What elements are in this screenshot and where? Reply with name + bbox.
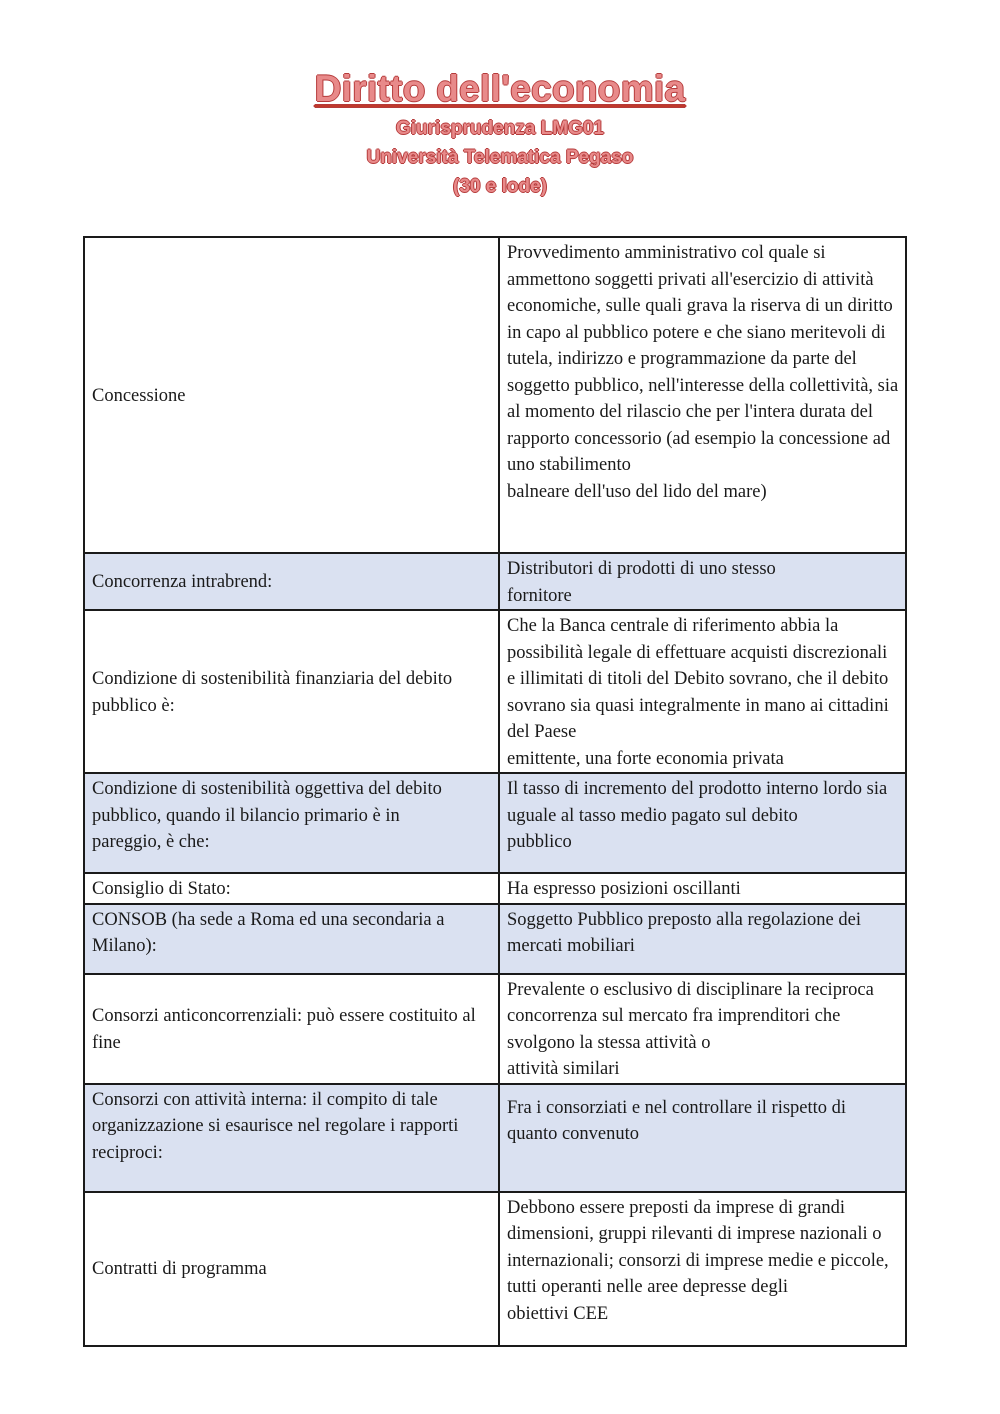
table-row [84,1084,906,1192]
definition-cell: Fra i consorziati e nel controllare il rispetto di quanto convenuto [499,1084,906,1192]
definition-cell: Prevalente o esclusivo di disciplinare la reciproca concorrenza sul mercato fra imprenditori che svolgono la stessa attività o attività similari [499,974,906,1084]
definition-cell: Distributori di prodotti di uno stesso fornitore [499,553,906,610]
definition-cell: Che la Banca centrale di riferimento abbia la possibilità legale di effettuare acquisti discrezionali e illimitati di titoli del Debito sovrano, che il debito sovrano sia quasi integralmente in mano ai cittadini del Paese emittente, una forte economia privata [499,610,906,773]
table-row [84,904,906,974]
term-cell: Concorrenza intrabrend: [84,553,499,610]
table-row [84,773,906,873]
table-row [84,1192,906,1346]
table-row [84,553,906,610]
term-cell: Consiglio di Stato: [84,873,499,904]
term-cell: Consorzi con attività interna: il compito di tale organizzazione si esaurisce nel regolare i rapporti reciproci: [84,1084,499,1192]
table-row [84,974,906,1084]
term-cell: CONSOB (ha sede a Roma ed una secondaria a Milano): [84,904,499,974]
term-cell: Concessione [84,237,499,553]
document-title: Diritto dell'economia [314,68,686,109]
glossary-table [83,236,907,1347]
term-cell: Consorzi anticoncorrenziali: può essere costituito al fine [84,974,499,1084]
table-row [84,873,906,904]
table-row [84,610,906,773]
definition-cell: Ha espresso posizioni oscillanti [499,873,906,904]
degree-course: Giurisprudenza LMG01 [396,118,604,139]
definition-cell: Debbono essere preposti da imprese di grandi dimensioni, gruppi rilevanti di imprese nazionali o internazionali; consorzi di imprese medie e piccole, tutti operanti nelle aree depresse degli obiettivi CEE [499,1192,906,1346]
term-cell: Condizione di sostenibilità oggettiva del debito pubblico, quando il bilancio primario è in pareggio, è che: [84,773,499,873]
definition-cell: Soggetto Pubblico preposto alla regolazione dei mercati mobiliari [499,904,906,974]
term-cell: Condizione di sostenibilità finanziaria del debito pubblico è: [84,610,499,773]
university-name: Università Telematica Pegaso [366,147,634,168]
table-row [84,237,906,553]
document-header [0,64,1000,201]
grade-note: (30 e lode) [453,176,547,197]
definition-cell: Il tasso di incremento del prodotto interno lordo sia uguale al tasso medio pagato sul debito pubblico [499,773,906,873]
term-cell: Contratti di programma [84,1192,499,1346]
definition-cell: Provvedimento amministrativo col quale si ammettono soggetti privati all'esercizio di attività economiche, sulle quali grava la riserva di un diritto in capo al pubblico potere e che siano meritevoli di tutela, indirizzo e programmazione da parte del soggetto pubblico, nell'interesse della collettività, sia al momento del rilascio che per l'intera durata del rapporto concessorio (ad esempio la concessione ad uno stabilimento balneare dell'uso del lido del mare) [499,237,906,553]
